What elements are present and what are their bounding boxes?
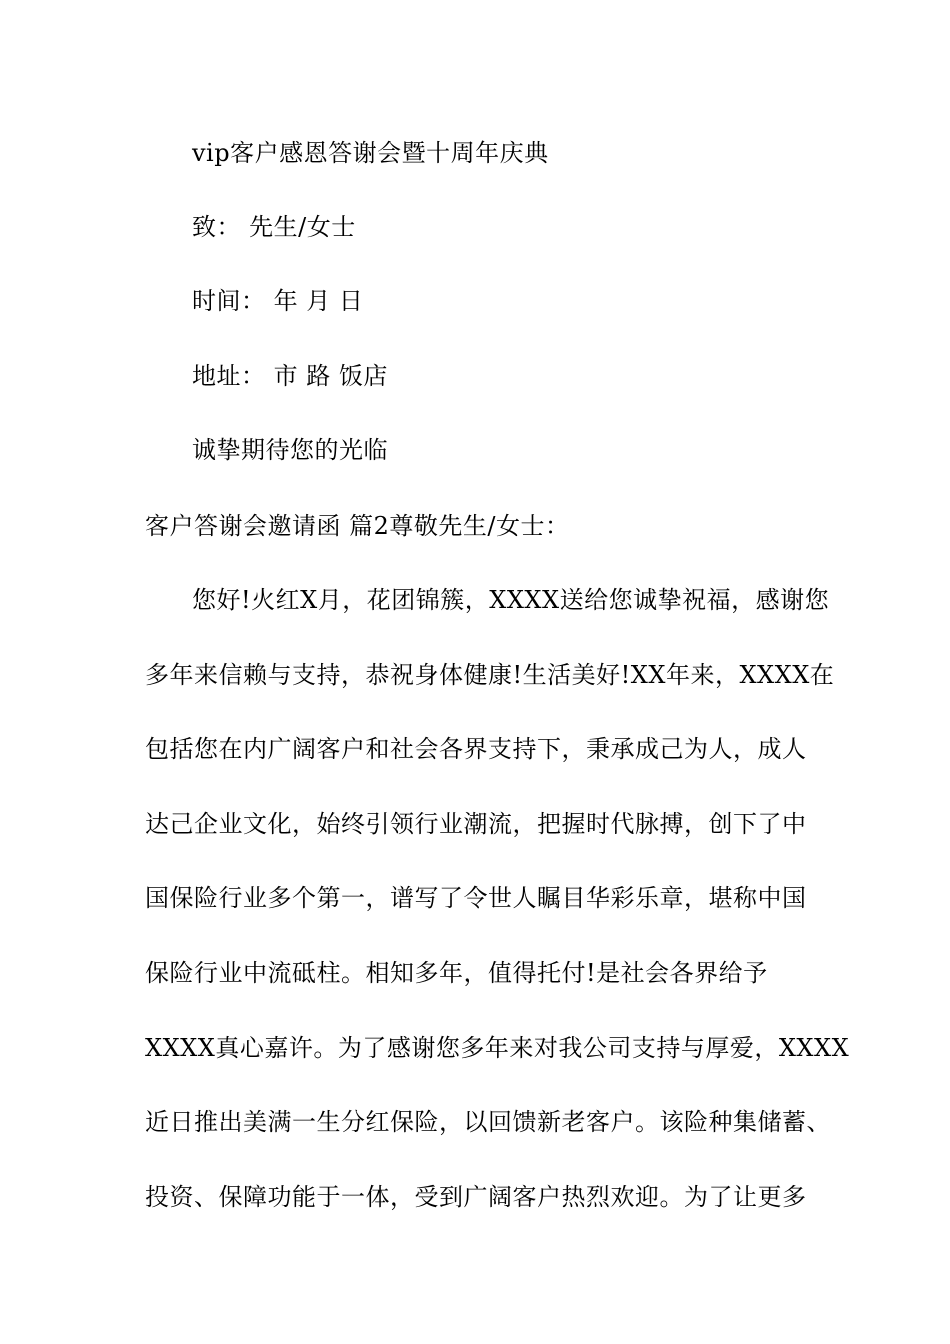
body-line: 多年来信赖与支持，恭祝身体健康!生活美好!XX年来，XXXX在	[145, 661, 835, 689]
time-line: 时间： 年 月 日	[192, 287, 364, 315]
body-line: XXXX真心嘉许。为了感谢您多年来对我公司支持与厚爱，XXXX	[145, 1034, 850, 1062]
body-line: 保险行业中流砥柱。相知多年，值得托付!是社会各界给予	[145, 959, 768, 987]
address-line: 地址： 市 路 饭店	[192, 362, 388, 390]
body-line: 达己企业文化，始终引领行业潮流，把握时代脉搏，创下了中	[145, 810, 807, 838]
section-heading: 客户答谢会邀请函 篇2尊敬先生/女士：	[145, 512, 570, 540]
body-line: 近日推出美满一生分红保险，以回馈新老客户。该险种集储蓄、	[145, 1108, 831, 1136]
body-line: 国保险行业多个第一，谱写了令世人瞩目华彩乐章，堪称中国	[145, 884, 807, 912]
body-line: 包括您在内广阔客户和社会各界支持下，秉承成己为人，成人	[145, 735, 807, 763]
invitation-title: vip客户感恩答谢会暨十周年庆典	[192, 139, 549, 167]
body-line: 投资、保障功能于一体，受到广阔客户热烈欢迎。为了让更多	[145, 1183, 807, 1211]
closing-line: 诚挚期待您的光临	[192, 436, 388, 464]
body-line: 您好!火红X月，花团锦簇，XXXX送给您诚挚祝福，感谢您	[192, 586, 830, 614]
recipient-line: 致： 先生/女士	[192, 213, 356, 241]
